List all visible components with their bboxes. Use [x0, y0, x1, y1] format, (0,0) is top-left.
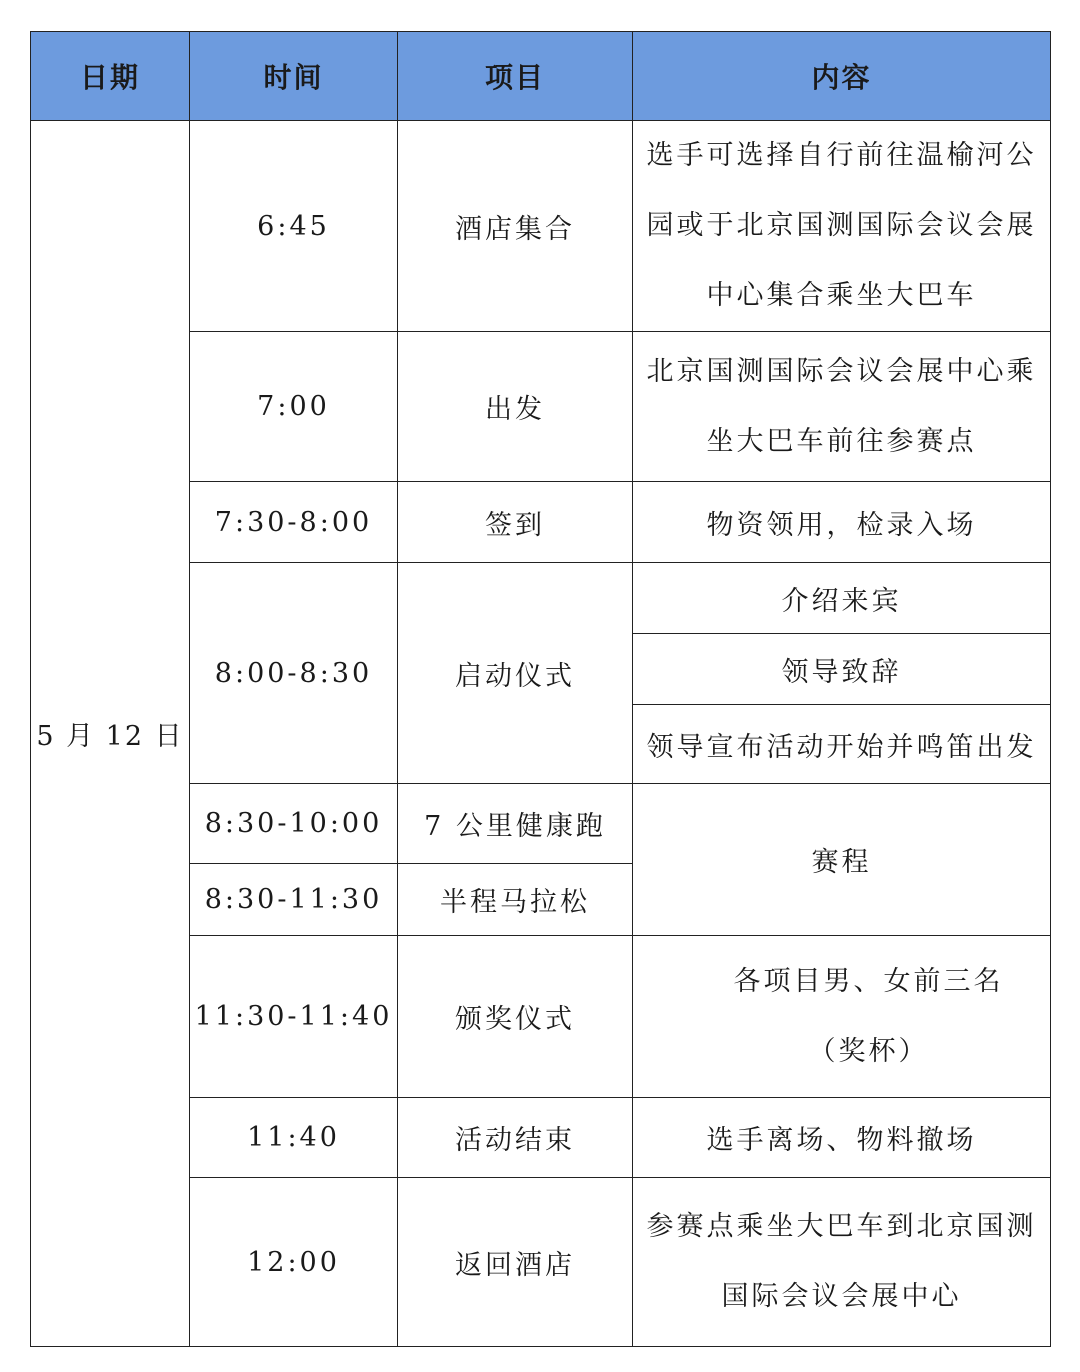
item-cell: 颁奖仪式	[398, 936, 633, 1098]
content-cell: 选手可选择自行前往温榆河公园或于北京国测国际会议会展中心集合乘坐大巴车	[633, 121, 1051, 332]
content-cell: 介绍来宾	[633, 563, 1051, 634]
content-cell: 领导宣布活动开始并鸣笛出发	[633, 705, 1051, 784]
time-cell: 7:00	[190, 332, 398, 482]
content-cell: 北京国测国际会议会展中心乘坐大巴车前往参赛点	[633, 332, 1051, 482]
time-cell: 7:30-8:00	[190, 482, 398, 563]
time-cell: 8:00-8:30	[190, 563, 398, 784]
item-cell: 返回酒店	[398, 1178, 633, 1347]
content-cell: 赛程	[633, 784, 1051, 936]
content-cell: 物资领用，检录入场	[633, 482, 1051, 563]
date-cell: 5 月 12 日	[31, 121, 190, 1347]
item-cell: 半程马拉松	[398, 864, 633, 936]
item-cell: 7 公里健康跑	[398, 784, 633, 864]
time-cell: 6:45	[190, 121, 398, 332]
content-cell: 选手离场、物料撤场	[633, 1098, 1051, 1178]
item-cell: 出发	[398, 332, 633, 482]
time-cell: 11:40	[190, 1098, 398, 1178]
time-cell: 8:30-10:00	[190, 784, 398, 864]
content-cell	[633, 936, 1051, 1098]
table-row	[31, 121, 1051, 332]
content-cell: 领导致辞	[633, 634, 1051, 705]
content-cell: 参赛点乘坐大巴车到北京国测国际会议会展中心	[633, 1178, 1051, 1347]
header-item: 项目	[398, 32, 633, 121]
item-cell: 签到	[398, 482, 633, 563]
time-cell: 8:30-11:30	[190, 864, 398, 936]
time-cell: 12:00	[190, 1178, 398, 1347]
header-time: 时间	[190, 32, 398, 121]
schedule-table	[30, 31, 1051, 1347]
header-row	[31, 32, 1051, 121]
time-cell: 11:30-11:40	[190, 936, 398, 1098]
content-line: 各项目男、女前三名	[733, 965, 1004, 997]
header-date: 日期	[31, 32, 190, 121]
item-cell: 活动结束	[398, 1098, 633, 1178]
item-cell: 酒店集合	[398, 121, 633, 332]
item-cell: 启动仪式	[398, 563, 633, 784]
header-content: 内容	[633, 32, 1051, 121]
content-line: （奖杯）	[808, 1035, 929, 1067]
